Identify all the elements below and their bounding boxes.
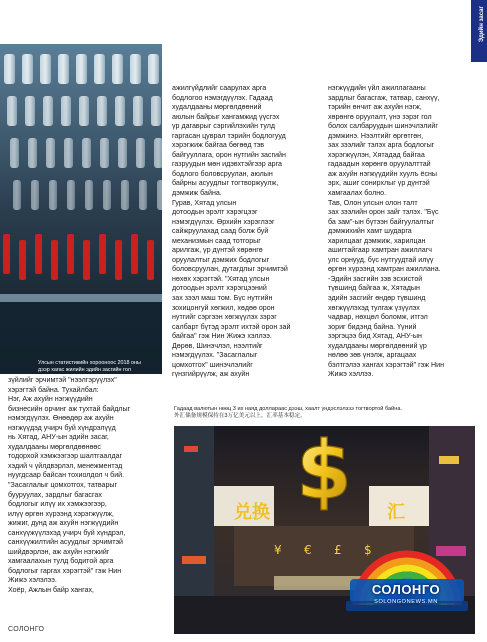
red-bobbin: [35, 234, 42, 274]
yarn-spool: [97, 96, 107, 126]
paragraph: зүйлийг эрчимтэй "нээлгэрүүлэх" хэрэгтэй байна. Тухайлбал:: [8, 376, 117, 394]
yarn-spool: [118, 138, 127, 168]
article-column-3: [328, 84, 470, 380]
yarn-spool: [121, 180, 129, 210]
yarn-spool: [49, 180, 57, 210]
red-bobbin: [67, 234, 74, 274]
paragraph: ажилгүйдлийг саарулах арга бодлогоо нэмэгдүүлэх. Гадаад худалдааны мөргөлдөөний аюлын байрыг хангамжид үүсгэх үр дагаврыг сэргийлэхийн тулд гаргасан цуврал тэрийн бодлогууд хэрэгжиж байгаа бөгөөд тэв байгууллага, орон нутгийн засгийн газруудын мөн идэвхтэйгээр арга бодлого боловсруулан, аюлын байрны асуудлыг тогтворжуулж, дэмжиж байна.: [172, 84, 286, 198]
yarn-spool: [58, 54, 69, 84]
yarn-spool: [13, 180, 21, 210]
yarn-spool: [103, 180, 111, 210]
article-column-1: [8, 376, 145, 596]
red-bobbin: [115, 240, 122, 280]
yarn-spool: [82, 138, 91, 168]
yarn-spool: [94, 54, 105, 84]
yarn-spool: [31, 180, 39, 210]
paragraph: Гурав, Хятад улсын дотоодын эрэлт хэрэгцээг нэмэгдүүлэх. Өрхийн хэрэглээг сайжруулахад саад болж буй механизмын саад тотгорыг арилгаж, үр дүнтэй хөрөнгө оруулалтыг дэмжих бодлогыг боловсруулан, дутагдлыг эрчимтэй нөхөх хэрэгтэй. "Хятад улсын дотоодын эрэлт хэрэгцээний зах зээл маш том. Бүс нутгийн зохицонгуй хөгжил, хөдөө орон нутгийг сэргээн хөгжүүлэх зэрэг салбарт бүтэд эрэлт ихтэй орон зай байгаа" гэж Нин Жижэ хэллээ.: [172, 198, 291, 341]
yen-icon: ¥: [274, 543, 282, 557]
yarn-spool: [7, 96, 17, 126]
dollar-small-icon: $: [364, 543, 372, 557]
yarn-spool: [157, 180, 162, 210]
yarn-spool: [139, 180, 147, 210]
yarn-spool: [43, 96, 53, 126]
photo2-caption-zh: 外汇储备规模保持在3万亿美元以上，汇率基本稳定。: [174, 413, 306, 420]
exchange-sign-right: 汇: [387, 502, 405, 523]
red-bobbin: [83, 240, 90, 280]
yarn-spool: [76, 54, 87, 84]
paragraph: Хоёр, Ажлын байр хангах,: [8, 586, 94, 595]
textile-factory-photo: [0, 44, 162, 374]
article-column-2: [172, 84, 317, 380]
red-bobbin: [99, 234, 106, 274]
yarn-spool: [22, 54, 33, 84]
yarn-spool: [40, 54, 51, 84]
yarn-spool: [151, 96, 161, 126]
yarn-spool: [133, 96, 143, 126]
yarn-spool: [10, 138, 19, 168]
red-bobbin: [51, 240, 58, 280]
dollar-sign-icon: $: [296, 426, 352, 517]
yarn-spool: [64, 138, 73, 168]
paragraph: -Эдийн засгийн зэв эсхистой түвшинд байгаа ж, Хятадын эдийн засгийг өндөр түвшинд хөгжүүлэхэд тулгаж үзүүлэх чадвар, нөхцөл боломж, итгэл зориг бидэнд байна. Үүний зэргэцээ бид Хятад, АНУ-ын худалдааны мөргөлдөөний үр нөлөө зөв үнэлж, аргацаах бэлтгэлээ хангах хэрэгтэй" гэж Нин Жижэ хэллээ.: [328, 274, 445, 379]
pound-icon: £: [334, 543, 342, 557]
yarn-spool: [46, 138, 55, 168]
exchange-sign-left: 兑换: [234, 502, 270, 523]
yarn-spool: [4, 54, 15, 84]
yarn-spool: [136, 138, 145, 168]
yarn-spool: [154, 138, 162, 168]
euro-icon: €: [304, 543, 312, 557]
logo-url: SOLONGONEWS.MN: [374, 599, 438, 605]
yarn-spool: [67, 180, 75, 210]
yarn-spool: [112, 54, 123, 84]
photo1-caption-mn: Улсын статистикийн хорооноос 2018 оны дээр хагас жилийн эдийн засгийн гол: [38, 360, 141, 373]
textile-factory-image: [0, 44, 162, 374]
red-bobbin: [131, 234, 138, 274]
red-bobbin: [147, 240, 154, 280]
photo2-caption-mn: Гадаад валютын нөөц 3 их наяд доллараас дээш, хаалт үндэслэлзээ тогтвортой байна.: [174, 406, 403, 412]
yarn-spool: [61, 96, 71, 126]
yarn-spool: [25, 96, 35, 126]
section-tab: [471, 0, 487, 62]
logo-name: СОЛОНГО: [371, 582, 441, 597]
paragraph: Нэг, Аж ахуйн нэгжүүдийн бизнесийн орчинг аж тухтай байдлыг нэмэгдүүлэх. Өнөөдөр аж ахуйн нэгжүүдэд учирч буй хүндрэлүүд нь Хятад, АНУ-ын эдийн засаг, худалдааны мөргөлдөөнөөс тодорхой хэмжээгээр шалтгаалдаг хэдий ч үйлдвэрлэл, менежментэд нуугдсаар байсан тохиолдол ч бий. "Засаглалыг цомхотгох, татварыг бууруулах, зардлыг багасгах бодлогыг илүү их хэмжээгээр, илүү өргөн хүрээнд хэрэгжүүлж, жижиг, дунд аж ахуйн нэгжүүдийн санхүүжүүлэхэд учирч буй хүндрэл, санхүүжилтийн асуудлыг эрчимтэй шийдвэрлэн, аж ахуйн нэгжийг хамгаалахын тулд бодитой арга бодлогыг гаргах хэрэгтэй" гэж Нин Жижэ хэлэлээ.: [8, 395, 131, 585]
magazine-name-footer: СОЛОНГО: [8, 626, 45, 633]
paragraph: Дөрөв, Шинэчлэл, нээлтийг нэмэгдүүлэх. "Засаглалыг цомхотгох" шинэчлэлийг гүнзгийрүүлж, аж ахуйн: [172, 341, 263, 379]
yarn-spool: [79, 96, 89, 126]
yarn-spool: [85, 180, 93, 210]
yarn-spool: [130, 54, 141, 84]
paragraph: Тав, Олон улсын олон талт зах зээлийн орон зайг тэлэх. "Бүс ба зам"-ын бүтээн байгуулалтыг дэмжихийн хамт шударга харилцааг дэмжиж, харилцан ашигтайгаар хамтран ажиллагч улс орнууд, бүс нутгуудтай илүү өргөн хүрээнд хамтран ажиллана.: [328, 198, 441, 274]
yarn-spool: [100, 138, 109, 168]
yarn-spool: [28, 138, 37, 168]
yarn-spool: [148, 54, 159, 84]
paragraph: нэгжүүдийн үйл ажиллагааны зардлыг багасгаж, татвар, санхүү, тэрийн өнчит аж ахуйн нэгж, хөрөнгө оруулалт, үнэ зэрэг гол болох салбаруудын шинэчлэлийг дэмжинэ. Нээлтийг өргөтгөн, зах зээлийг тэлэх арга бодлогыг хэрэгжүүлэн, Хятадад байгаа гадаадын хөрөнгө оруулалттай аж ахуйн нэгжүүдийн хуулъ ёсны эрх, ашиг сонирхлыг үр дүнтэй хамгаалах болно.: [328, 84, 440, 198]
section-tab-label: Эдийн засаг: [479, 6, 485, 43]
photo1-caption: [38, 360, 160, 374]
red-bobbin: [3, 234, 10, 274]
yarn-spool: [115, 96, 125, 126]
red-bobbin: [19, 240, 26, 280]
photo2-caption: [174, 406, 474, 421]
